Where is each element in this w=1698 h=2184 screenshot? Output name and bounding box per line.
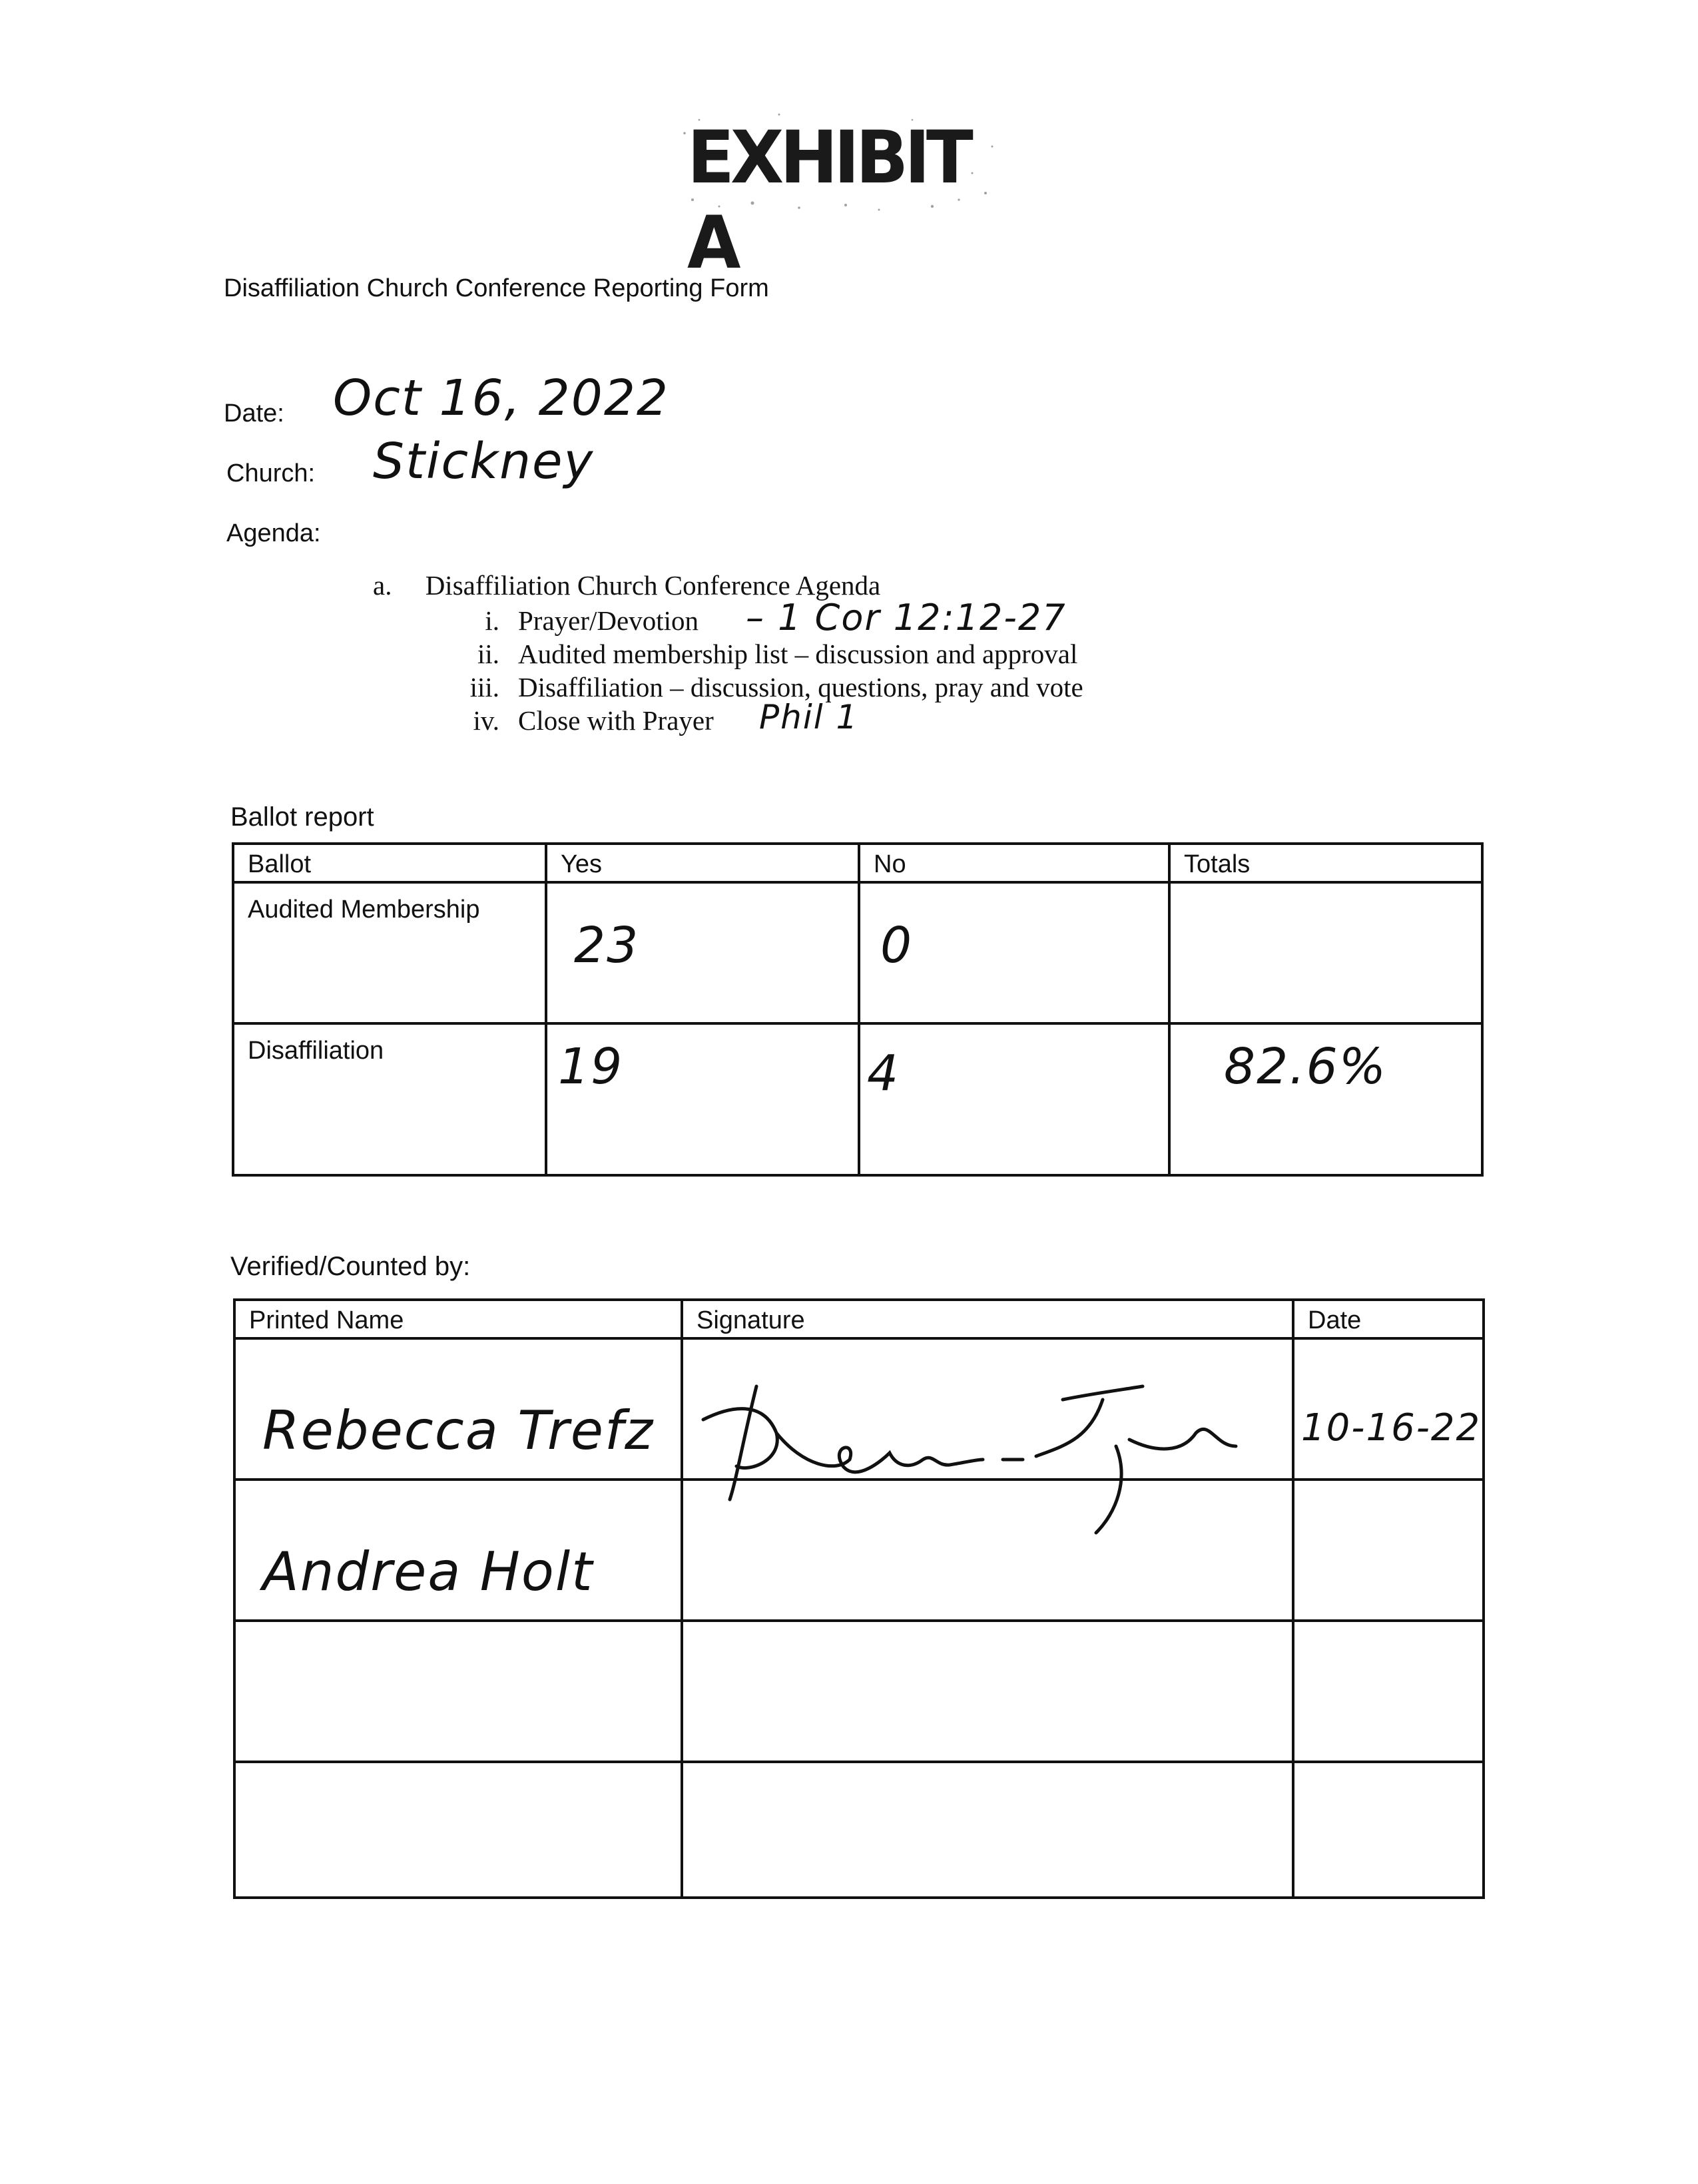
agenda-item-text: Audited membership list – discussion and approval [518,639,1078,669]
header-printed-name: Printed Name [234,1300,682,1338]
no-count: 0 [880,917,914,974]
exhibit-stamp [679,107,999,286]
table-header-row [233,844,1482,882]
yes-count: 23 [574,917,640,974]
agenda-item-text: Prayer/Devotion [518,605,699,636]
date-cell [1293,1480,1484,1621]
name-cell [234,1480,682,1621]
signature-cell [682,1762,1293,1898]
signature-cell [682,1480,1293,1621]
printed-name: Andrea Holt [262,1541,594,1603]
ballot-name: Disaffiliation [233,1023,546,1175]
stamp-text: EXHIBIT A [687,114,970,286]
totals-value: 82.6% [1224,1038,1388,1095]
table-row [234,1621,1484,1762]
signature-cell [682,1338,1293,1480]
agenda-marker: a. [373,570,392,601]
header-totals: Totals [1169,844,1482,882]
table-row [234,1338,1484,1480]
verified-title: Verified/Counted by: [230,1252,471,1281]
name-cell [234,1762,682,1898]
totals-cell [1169,1023,1482,1175]
signature-cell [682,1621,1293,1762]
header-date: Date [1293,1300,1484,1338]
no-cell [859,1023,1169,1175]
agenda-item-text: Close with Prayer [518,705,714,736]
ballot-table [232,842,1484,1177]
yes-cell [546,1023,859,1175]
ballot-report-title: Ballot report [230,802,374,832]
date-cell [1293,1338,1484,1480]
form-title: Disaffiliation Church Conference Reporting Form [224,274,769,302]
date-label: Date: [224,400,284,427]
agenda-label: Agenda: [226,519,321,547]
header-ballot: Ballot [233,844,546,882]
header-signature: Signature [682,1300,1293,1338]
yes-count: 19 [558,1038,624,1095]
agenda-item-number: i. [485,605,499,636]
yes-cell [546,882,859,1023]
name-cell [234,1621,682,1762]
no-count: 4 [867,1045,900,1102]
signed-date: 10-16-22 [1301,1406,1482,1450]
table-row [233,882,1482,1023]
printed-name: Rebecca Trefz [262,1400,655,1462]
date-cell [1293,1762,1484,1898]
totals-cell [1169,882,1482,1023]
no-cell [859,882,1169,1023]
agenda-item-note: Phil 1 [759,698,859,736]
agenda-item-number: iii. [469,672,499,702]
header-no: No [859,844,1169,882]
agenda-item-number: ii. [477,639,499,669]
church-label: Church: [226,459,316,487]
verification-table [233,1298,1485,1899]
agenda-item-note: – 1 Cor 12:12-27 [746,597,1067,639]
ballot-name: Audited Membership [233,882,546,1023]
agenda-item-number: iv. [473,705,499,736]
agenda-item-text: Disaffiliation – discussion, questions, pray and vote [518,672,1083,702]
table-row [233,1023,1482,1175]
table-row [234,1762,1484,1898]
agenda-title: Disaffiliation Church Conference Agenda [425,570,881,601]
date-cell [1293,1621,1484,1762]
church-value: Stickney [373,433,595,490]
header-yes: Yes [546,844,859,882]
name-cell [234,1338,682,1480]
date-value: Oct 16, 2022 [333,370,669,427]
table-header-row [234,1300,1484,1338]
table-row [234,1480,1484,1621]
